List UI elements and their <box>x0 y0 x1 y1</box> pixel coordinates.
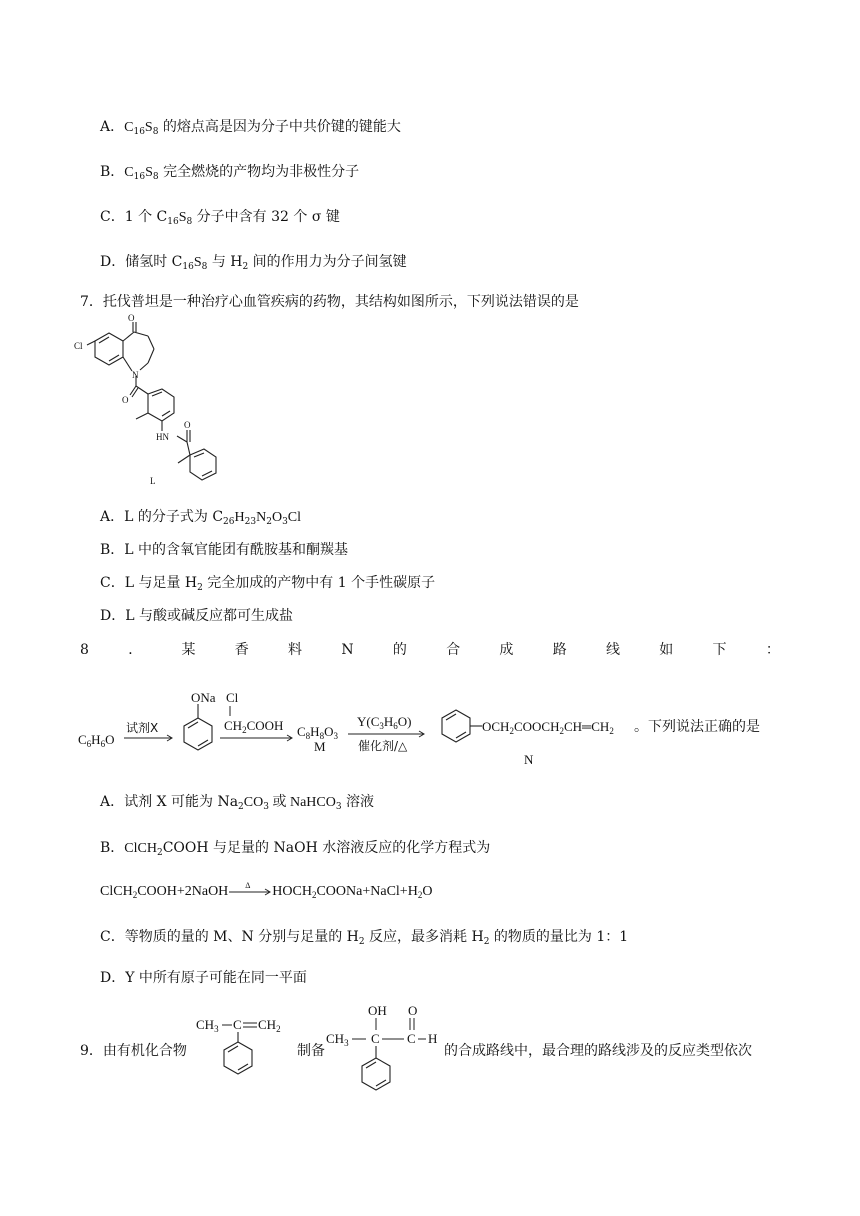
ketone-oxygen-label: O <box>128 313 135 323</box>
q6-option-b: B．$C_{16}S_8$ 完全燃烧的产物均为非极性分子 <box>100 164 360 182</box>
q7-stem: 7．托伐普坦是一种治疗心血管疾病的药物，其结构如图所示，下列说法错误的是 <box>80 294 579 310</box>
compound-l-label: L <box>150 476 156 486</box>
heat-arrow <box>228 880 272 899</box>
svg-text:OH: OH <box>368 1003 387 1018</box>
q6-option-c: C．1 个 $C_{16}S_8$ 分子中含有 32 个 σ 键 <box>100 209 340 227</box>
q8-stem-tail: 。下列说法正确的是 <box>634 719 760 735</box>
q8-option-a: A．试剂 X 可能为 $Na_2CO_3$ 或 NaHCO$_3$ 溶液 <box>100 794 375 812</box>
amide-oxygen-label-2: O <box>184 420 191 430</box>
m-formula: $C_8H_8O_3$ <box>297 724 338 741</box>
catalyst-label: 催化剂/△ <box>358 739 408 753</box>
y-reagent-label: $Y(C_3H_6O)$ <box>357 714 412 731</box>
q7-option-d: D．L 与酸或碱反应都可生成盐 <box>100 608 293 624</box>
q9-stem-pre: 9．由有机化合物 <box>80 1043 187 1059</box>
compound-m-label: M <box>314 739 326 754</box>
svg-text:C: C <box>371 1031 380 1046</box>
ona-label: ONa <box>191 690 216 705</box>
q6-option-a: A．$C_{16}S_8$ 的熔点高是因为分子中共价键的键能大 <box>100 119 401 137</box>
q7-option-b: B．L 中的含氧官能团有酰胺基和酮羰基 <box>100 542 349 558</box>
q8-option-b: B．ClCH$_2$COOH 与足量的 NaOH 水溶液反应的化学方程式为 <box>100 840 491 858</box>
nitrogen-label: N <box>132 370 139 380</box>
tolvaptan-structure <box>70 313 240 493</box>
svg-text:CH2: $CH_2$ <box>258 1017 281 1034</box>
q7-option-c: C．L 与足量 $H_2$ 完全加成的产物中有 1 个手性碳原子 <box>100 575 436 593</box>
q8-stem: 8 ． 某 香 料 N 的 合 成 路 线 如 下 ： <box>80 642 780 658</box>
q6-option-d: D．储氢时 $C_{16}S_8$ 与 $H_2$ 间的作用力为分子间氢键 <box>100 254 407 272</box>
n-side-chain: $OCH_2COOCH_2CH═CH_2$ <box>482 719 614 736</box>
alpha-methylstyrene-structure <box>196 1012 296 1082</box>
delta-label: Δ <box>245 880 251 890</box>
reagent-x-label: 试剂X <box>126 721 159 735</box>
svg-text:C: C <box>407 1031 416 1046</box>
compound-n-label: N <box>524 752 534 767</box>
q8-option-d: D．Y 中所有原子可能在同一平面 <box>100 970 307 986</box>
q9-stem-post: 的合成路线中，最合理的路线涉及的反应类型依次 <box>444 1043 752 1059</box>
q9-stem-mid: 制备 <box>297 1043 325 1059</box>
svg-text:CH3: $CH_3$ <box>196 1017 219 1034</box>
cl-label: Cl <box>226 690 239 705</box>
svg-text:O: O <box>408 1003 418 1018</box>
chlorine-label: Cl <box>74 341 83 351</box>
svg-text:CH3: $CH_3$ <box>326 1031 349 1048</box>
amide-oxygen-label: O <box>122 395 129 405</box>
q8-option-c: C．等物质的量的 M、N 分别与足量的 $H_2$ 反应，最多消耗 $H_2$ 的物质的量比为 1：1 <box>100 929 629 947</box>
product-structure <box>326 1002 446 1102</box>
svg-text:C: C <box>233 1017 242 1032</box>
ch2cooh-label: $CH_2COOH$ <box>224 718 284 735</box>
q7-option-a: A．L 的分子式为 $C_{26}H_{23}N_2O_3Cl$ <box>100 509 302 527</box>
svg-text:H: H <box>428 1031 438 1046</box>
q8-equation: ClCH$_2$COOH+2NaOH Δ $HOCH_2COONa+NaCl+H_2O$ <box>100 882 432 902</box>
c6h6o-formula: $C_6H_6O$ <box>78 732 115 749</box>
hn-label: HN <box>156 432 169 442</box>
